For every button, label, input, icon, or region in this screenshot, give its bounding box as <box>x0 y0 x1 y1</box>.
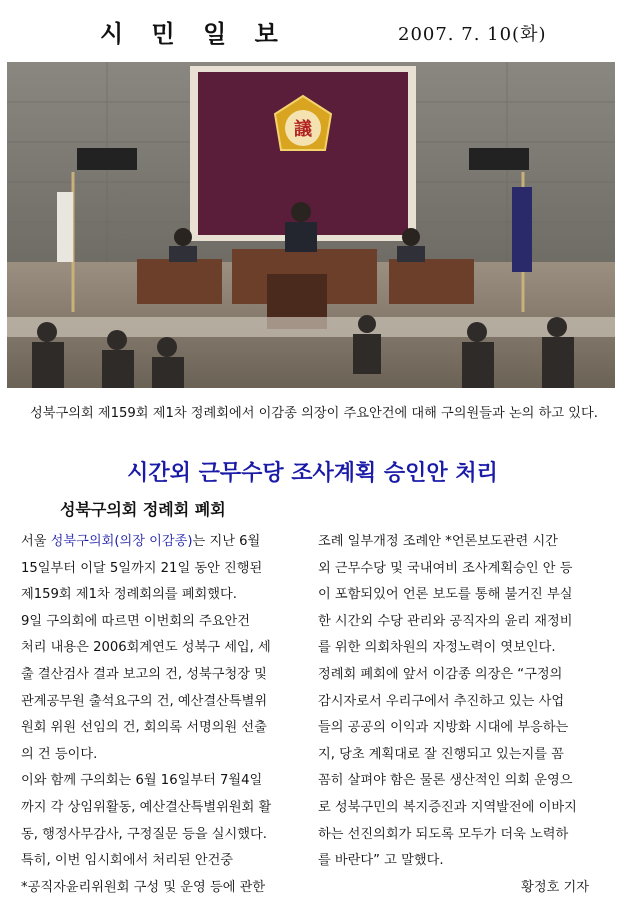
article-line: 를 바란다” 고 말했다. <box>318 853 444 869</box>
article-line <box>21 556 296 583</box>
article-line <box>21 875 296 901</box>
article-text: 관계공무원 출석요구의 건, 예산결산특별위 <box>21 693 268 709</box>
article-text: 15일부터 이달 5일까지 21일 동안 진행된 <box>21 560 263 576</box>
article-line: 감시자로서 우리구에서 추진하고 있는 사업 <box>318 693 565 709</box>
council-session-photo <box>7 62 615 388</box>
article-text: 동, 행정사무감사, 구정질문 등을 실시했다. <box>21 826 267 842</box>
article-line: 외 근무수당 및 국내여비 조사계획승인 안 등 <box>318 560 573 576</box>
reporter-byline: 황정호 기자 <box>521 879 589 895</box>
article-text: 제159회 제1차 정례회의를 폐회했다. <box>21 587 237 603</box>
article-line: 이 포함되있어 언론 보도를 통해 불거진 부실 <box>318 587 573 603</box>
article-line <box>21 635 296 662</box>
article-line: 꼼히 살펴야 함은 물론 생산적인 의회 운영으 <box>318 773 573 789</box>
article-line <box>21 848 296 875</box>
article-line: 하는 선진의회가 되도록 모두가 더욱 노력하 <box>318 826 569 842</box>
article-subheadline: 성북구의회 정례회 폐회 <box>60 500 226 519</box>
article-text: 원회 위원 선임의 건, 회의록 서명의원 선출 <box>21 720 267 736</box>
article-column-right <box>318 529 593 901</box>
article-line: 로 성북구민의 복지증진과 지역발전에 이바지 <box>318 799 577 815</box>
article-text: 서울 <box>21 534 51 549</box>
highlighted-organization: 성북구의회(의장 이감종) <box>50 534 193 549</box>
article-line: 조례 일부개정 조례안 *언론보도관련 시간 <box>318 534 558 549</box>
article-text: 처리 내용은 2006회계연도 성북구 세입, 세 <box>21 640 271 656</box>
emblem-character: 議 <box>294 119 312 140</box>
article-line <box>21 582 296 609</box>
article-column-left <box>21 529 296 901</box>
article-headline: 시간외 근무수당 조사계획 승인안 처리 <box>127 461 498 486</box>
article-line <box>21 795 296 822</box>
article-line <box>21 662 296 689</box>
article-line: 한 시간외 수당 관리와 공직자의 윤리 재정비 <box>318 613 573 629</box>
photo-illustration <box>7 62 615 388</box>
article-line <box>21 715 296 742</box>
article-text: 까지 각 상임위활동, 예산결산특별위원회 활 <box>21 799 272 815</box>
article-text: 9일 구의회에 따르면 이번회의 주요안건 <box>21 613 250 629</box>
article-line <box>21 822 296 849</box>
photo-caption: 성북구의회 제159회 제1차 정례회에서 이감종 의장이 주요안건에 대해 구의원들과 논의 하고 있다. <box>30 406 598 421</box>
publication-date: 2007. 7. 10(화) <box>398 24 547 45</box>
masthead <box>0 14 625 48</box>
article-line: 를 위한 의회차원의 자정노력이 엿보인다. <box>318 640 556 656</box>
article-text: 는 지난 6월 <box>192 534 261 549</box>
newspaper-name: 시 민 일 보 <box>100 20 288 48</box>
article-text: 특히, 이번 임시회에서 처리된 안건중 <box>21 853 234 869</box>
article-line: 들의 공공의 이익과 지방화 시대에 부응하는 <box>318 720 569 736</box>
article-line <box>21 689 296 716</box>
article-line <box>21 742 296 769</box>
article-line <box>21 609 296 636</box>
article-text: *공직자윤리위원회 구성 및 운영 등에 관한 <box>21 879 266 895</box>
article-line <box>21 529 296 556</box>
article-text: 이와 함께 구의회는 6월 16일부터 7월4일 <box>21 773 263 789</box>
article-text: 의 건 등이다. <box>21 746 98 762</box>
article-line: 지, 당초 계획대로 잘 진행되고 있는지를 꼼 <box>318 746 564 762</box>
article-line: 정례회 폐회에 앞서 이감종 의장은 “구정의 <box>318 666 563 682</box>
article-line <box>21 768 296 795</box>
article-text: 출 결산검사 결과 보고의 건, 성북구청장 및 <box>21 666 267 682</box>
